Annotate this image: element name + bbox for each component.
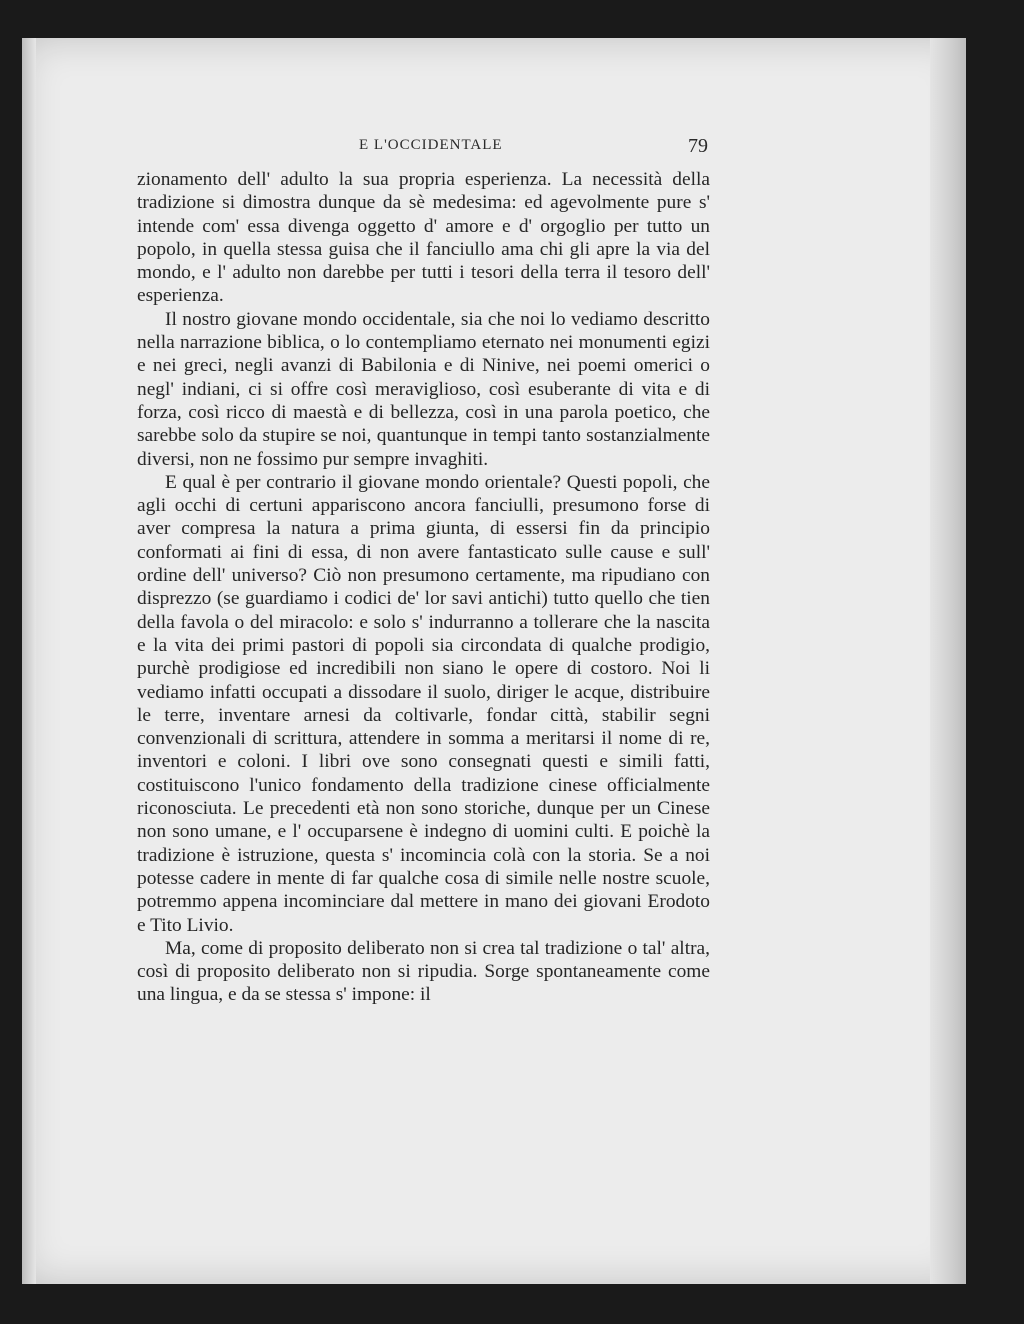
paragraph-1: zionamento dell' adulto la sua propria esperienza. La necessità della tradizione si dimostra dunque da sè medesima: ed agevolmente pure s' intende com' essa divenga oggetto d' amore e d' orgoglio per tutto un popolo, in quella stessa guisa che il fanciullo ama chi gli apre la via del mondo, e l' adulto non darebbe per tutti i tesori della terra il tesoro dell' esperienza. <box>137 169 710 307</box>
paragraph-4: Ma, come di proposito deliberato non si crea tal tradizione o tal' altra, così di proposito deliberato non si ripudia. Sorge spontaneamente come una lingua, e da se stessa s' impone: il <box>137 937 710 1006</box>
running-head <box>136 135 708 159</box>
paragraph-3: E qual è per contrario il giovane mondo orientale? Questi popoli, che agli occhi di certuni appariscono ancora fanciulli, presumono forse di aver compresa la natura a prima giunta, di essersi fin da principio conformati ai fini di essa, di non avere fantasticato sulle cause e sull' ordine dell' universo? Ciò non presumono certamente, ma ripudiano con disprezzo (se guardiamo i codici de' lor savi antichi) tutto quello che tien della favola o del miracolo: e solo s' indurranno a tollerare che la nascita e la vita dei primi pastori di popoli sia circondata di qualche prodigio, purchè prodigiose ed incredibili non siano le opere di costoro. Noi li vediamo infatti occupati a dissodare il suolo, diriger le acque, distribuire le terre, inventare arnesi da coltivarle, fondar città, stabilir segni convenzionali di scrittura, attendere in somma a meritarsi il nome di re, inventori e coloni. I libri ove sono consegnati questi e simili fatti, costituiscono l'unico fondamento della tradizione cinese officialmente riconosciuta. Le precedenti età non sono storiche, dunque per un Cinese non sono umane, e l' occuparsene è indegno di uomini culti. E poichè la tradizione è istruzione, questa s' incomincia colà con la storia. Se a noi potesse cadere in mente di far qualche cosa di simile nelle nostre scuole, potremmo appena incominciare dal mettere in mano dei giovani Erodoto e Tito Livio. <box>137 471 710 936</box>
page-number: 79 <box>688 135 708 157</box>
page-edge-shadow <box>930 38 966 1284</box>
book-page <box>22 38 966 1284</box>
page-gutter-shadow <box>22 38 36 1284</box>
body-text <box>137 168 710 1007</box>
running-title: E L'OCCIDENTALE <box>359 137 503 153</box>
paragraph-2: Il nostro giovane mondo occidentale, sia che noi lo vediamo descritto nella narrazione biblica, o lo contempliamo eternato nei monumenti egizi e nei greci, negli avanzi di Babilonia e di Ninive, nei poemi omerici o negl' indiani, ci si offre così meraviglioso, così esuberante di vita e di forza, così ricco di maestà e di bellezza, così in una parola poetico, che sarebbe solo da stupire se noi, quantunque in tempi tanto sostanzialmente diversi, non ne fossimo pur sempre invaghiti. <box>137 308 710 470</box>
